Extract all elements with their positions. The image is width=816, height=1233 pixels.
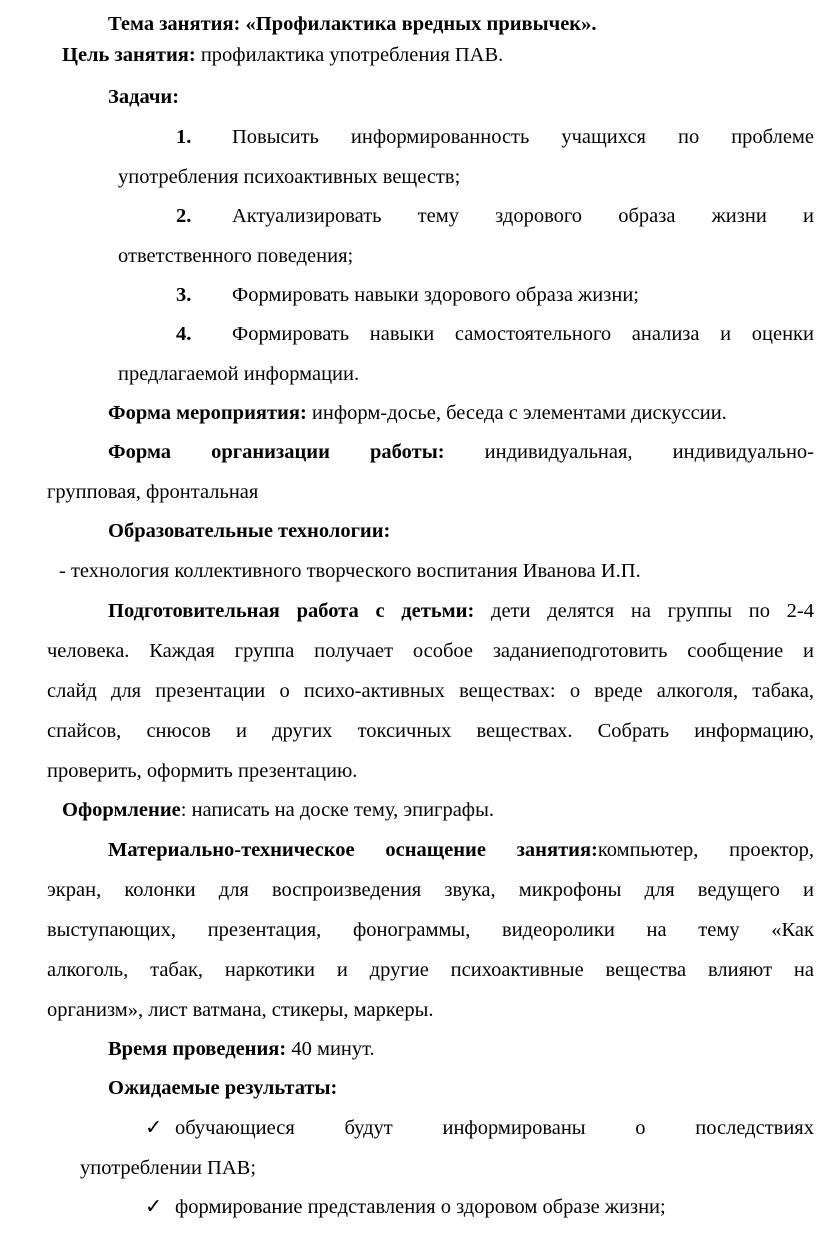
event-form: Форма мероприятия: информ-досье, беседа с элементами дискуссии.: [108, 402, 727, 424]
work-form-cont: групповая, фронтальная: [47, 481, 259, 503]
results-heading: Ожидаемые результаты:: [108, 1077, 338, 1099]
preparation-line-1: Подготовительная работа с детьми: дети делятся на группы по 2-4: [108, 600, 814, 622]
preparation-line-2: человека. Каждая группа получает особое заданиеподготовить сообщение и: [47, 640, 814, 662]
task-1-cont: употребления психоактивных веществ;: [118, 166, 461, 188]
task-3: 3. Формировать навыки здорового образа жизни;: [176, 284, 640, 306]
duration-line: Время проведения: 40 минут.: [108, 1038, 375, 1060]
check-icon: ✓: [145, 1117, 163, 1139]
technologies-heading: Образовательные технологии:: [108, 520, 391, 542]
result-1-cont: употреблении ПАВ;: [80, 1157, 257, 1179]
technologies-item: - технология коллективного творческого воспитания Иванова И.П.: [59, 560, 641, 582]
task-2-cont: ответственного поведения;: [118, 245, 354, 267]
task-2: 2. Актуализировать тему здорового образа жизни и: [176, 205, 814, 227]
task-4: 4. Формировать навыки самостоятельного анализа и оценки: [176, 323, 814, 345]
equipment-line-1: Материально-техническое оснащение занятия:компьютер, проектор,: [108, 839, 814, 861]
task-4-cont: предлагаемой информации.: [118, 363, 360, 385]
topic-title: Тема занятия: «Профилактика вредных привычек».: [108, 13, 597, 35]
goal-line: [62, 45, 503, 66]
goal-text: профилактика употребления ПАВ.: [200, 44, 504, 66]
equipment-line-3: выступающих, презентация, фонограммы, видеоролики на тему «Как: [47, 919, 814, 941]
result-1: ✓ обучающиеся будут информированы о последствиях: [145, 1117, 814, 1139]
equipment-line-2: экран, колонки для воспроизведения звука, микрофоны для ведущего и: [47, 879, 814, 901]
preparation-line-4: спайсов, снюсов и других токсичных веществах. Собрать информацию,: [47, 720, 814, 742]
work-form: Форма организации работы: индивидуальная, индивидуально-: [108, 441, 814, 463]
task-1: 1. Повысить информированность учащихся по проблеме: [176, 126, 814, 148]
check-icon: ✓: [145, 1196, 163, 1218]
equipment-line-4: алкоголь, табак, наркотики и другие психоактивные вещества влияют на: [47, 959, 814, 981]
preparation-line-5: проверить, оформить презентацию.: [47, 760, 358, 782]
goal-label: Цель занятия:: [62, 44, 196, 66]
tasks-heading: Задачи:: [108, 86, 180, 108]
preparation-line-3: слайд для презентации о психо-активных веществах: о вреде алкоголя, табака,: [47, 680, 814, 702]
result-2: ✓ формирование представления о здоровом образе жизни;: [145, 1196, 666, 1218]
equipment-line-5: организм», лист ватмана, стикеры, маркеры.: [47, 999, 434, 1021]
decoration-line: Оформление: написать на доске тему, эпиграфы.: [62, 799, 494, 821]
